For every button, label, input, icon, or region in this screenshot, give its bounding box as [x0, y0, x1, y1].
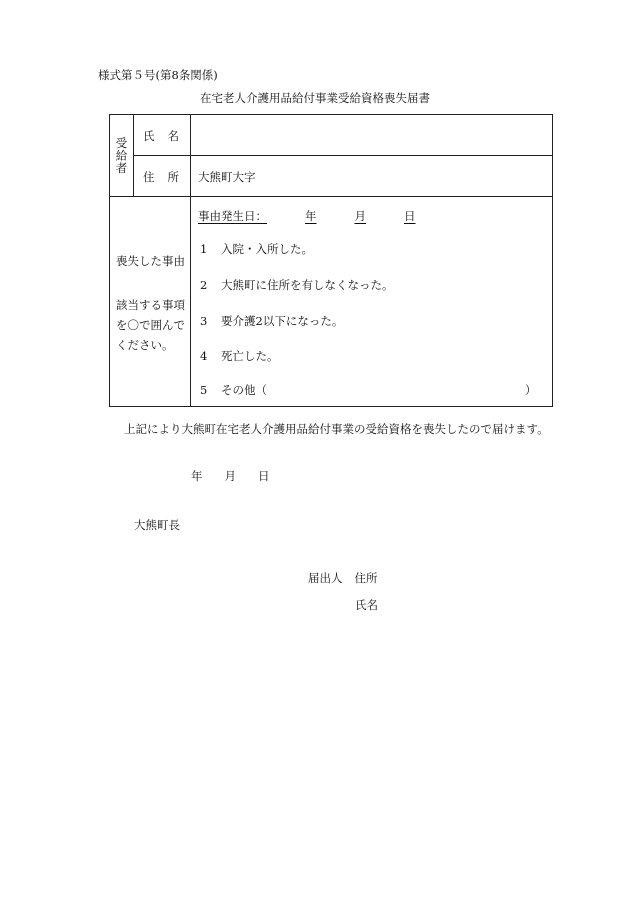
reason-item[interactable]: 1 入院・入所した。 — [200, 242, 313, 256]
column-divider — [133, 115, 134, 196]
event-month: 月 — [354, 209, 366, 223]
reason-item-other[interactable]: 5 その他（ — [200, 383, 267, 397]
event-year: 年 — [305, 209, 317, 223]
event-day: 日 — [404, 209, 416, 223]
other-close-paren: ） — [525, 383, 537, 397]
event-date-label: 事由発生日： — [198, 209, 267, 223]
applicant-name-line[interactable]: 氏名 — [355, 598, 378, 612]
applicant-address-line[interactable]: 届出人 住所 — [308, 571, 378, 585]
event-date-line[interactable] — [198, 208, 416, 224]
reason-item[interactable]: 4 死亡した。 — [200, 349, 279, 363]
address-field[interactable]: 大熊町大字 — [198, 170, 256, 184]
reason-instruction-line: 該当する事項 — [116, 298, 185, 312]
name-label: 氏 名 — [143, 129, 179, 143]
reason-item[interactable]: 2 大熊町に住所を有しなくなった。 — [200, 278, 394, 292]
row-divider — [133, 155, 553, 156]
recipient-label: 受給者 — [114, 136, 129, 175]
reason-instruction-line: を〇で囲んで — [116, 318, 185, 332]
form-number: 様式第５号(第8条関係) — [98, 68, 218, 82]
column-divider — [190, 115, 191, 406]
submission-date[interactable]: 年 月 日 — [191, 469, 270, 483]
document-title: 在宅老人介護用品給付事業受給資格喪失届書 — [200, 91, 430, 105]
form-table — [109, 114, 553, 407]
address-label: 住 所 — [143, 170, 179, 184]
addressee: 大熊町長 — [134, 518, 180, 532]
reason-heading: 喪失した事由 — [116, 254, 185, 268]
notice-text: 上記により大熊町在宅老人介護用品給付事業の受給資格を喪失したので届けます。 — [124, 422, 549, 436]
section-divider — [110, 196, 552, 197]
name-field[interactable] — [198, 123, 538, 149]
reason-instruction-line: ください。 — [116, 338, 174, 352]
reason-item[interactable]: 3 要介護2以下になった。 — [200, 314, 344, 328]
